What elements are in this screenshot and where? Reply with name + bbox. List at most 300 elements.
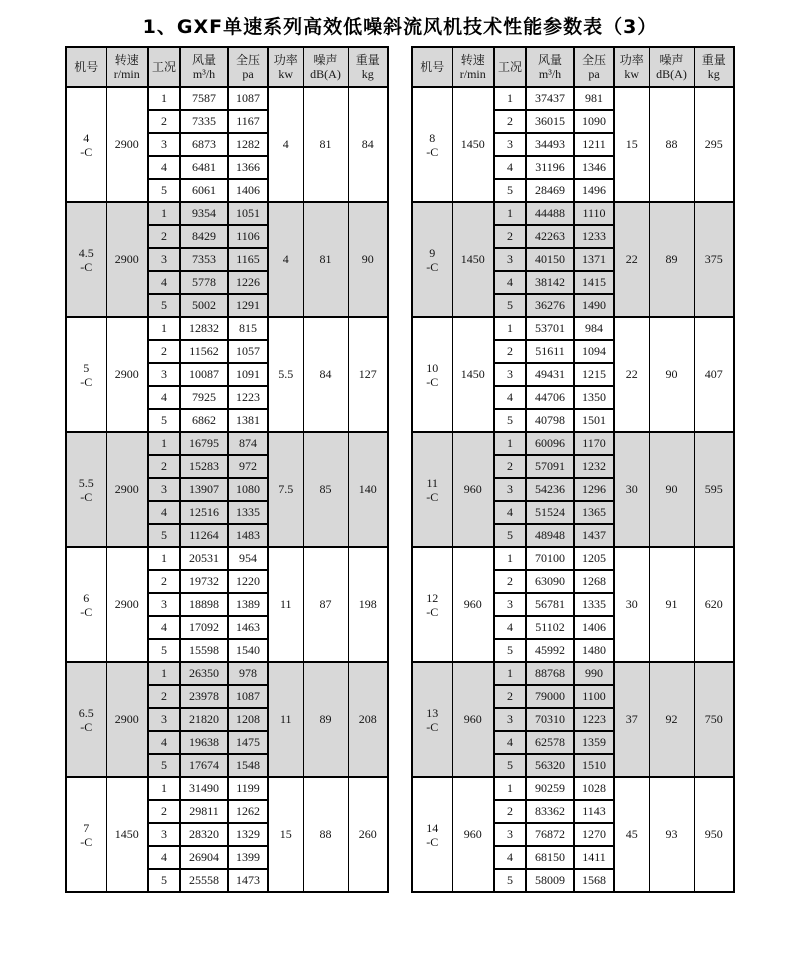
cell-flow: 70310 bbox=[526, 708, 574, 731]
cell-cond: 1 bbox=[148, 662, 180, 685]
spec-table-left bbox=[65, 46, 389, 893]
cell-weight: 407 bbox=[694, 317, 734, 432]
cell-cond: 3 bbox=[494, 363, 526, 386]
cell-flow: 21820 bbox=[180, 708, 228, 731]
cell-flow: 19638 bbox=[180, 731, 228, 754]
cell-power: 15 bbox=[268, 777, 303, 892]
cell-weight: 375 bbox=[694, 202, 734, 317]
cell-cond: 5 bbox=[494, 409, 526, 432]
cell-flow: 44706 bbox=[526, 386, 574, 409]
cell-flow: 34493 bbox=[526, 133, 574, 156]
cell-press: 1208 bbox=[228, 708, 268, 731]
cell-flow: 31490 bbox=[180, 777, 228, 800]
cell-press: 1548 bbox=[228, 754, 268, 777]
cell-flow: 45992 bbox=[526, 639, 574, 662]
cell-press: 1205 bbox=[574, 547, 614, 570]
cell-press: 1490 bbox=[574, 294, 614, 317]
label-line: 9 bbox=[429, 245, 436, 260]
cell-press: 1496 bbox=[574, 179, 614, 202]
cell-cond: 5 bbox=[148, 179, 180, 202]
label-line: r/min bbox=[113, 67, 140, 81]
cell-flow: 7587 bbox=[180, 87, 228, 110]
cell-press: 1167 bbox=[228, 110, 268, 133]
label-line: -C bbox=[80, 489, 93, 504]
label-line: r/min bbox=[459, 67, 486, 81]
cell-cond: 4 bbox=[494, 731, 526, 754]
cell-noise: 87 bbox=[303, 547, 348, 662]
cell-press: 1296 bbox=[574, 478, 614, 501]
header-speed bbox=[106, 47, 148, 87]
cell-press: 1226 bbox=[228, 271, 268, 294]
cell-cond: 2 bbox=[494, 225, 526, 248]
cell-flow: 13907 bbox=[180, 478, 228, 501]
cell-cond: 2 bbox=[148, 455, 180, 478]
cell-press: 1091 bbox=[228, 363, 268, 386]
cell-flow: 8429 bbox=[180, 225, 228, 248]
cell-press: 981 bbox=[574, 87, 614, 110]
cell-press: 1268 bbox=[574, 570, 614, 593]
cell-press: 1106 bbox=[228, 225, 268, 248]
cell-press: 1371 bbox=[574, 248, 614, 271]
cell-cond: 5 bbox=[148, 294, 180, 317]
label-line: -C bbox=[80, 374, 93, 389]
cell-press: 1406 bbox=[574, 616, 614, 639]
label-line: 4.5 bbox=[78, 245, 94, 260]
cell-cond: 3 bbox=[494, 133, 526, 156]
cell-flow: 31196 bbox=[526, 156, 574, 179]
cell-press: 1220 bbox=[228, 570, 268, 593]
cell-press: 1540 bbox=[228, 639, 268, 662]
label-line: kg bbox=[707, 67, 720, 81]
cell-flow: 16795 bbox=[180, 432, 228, 455]
cell-weight: 950 bbox=[694, 777, 734, 892]
header-flow bbox=[526, 47, 574, 87]
cell-cond: 3 bbox=[148, 363, 180, 386]
cell-press: 1270 bbox=[574, 823, 614, 846]
header-press bbox=[574, 47, 614, 87]
cell-cond: 5 bbox=[494, 294, 526, 317]
cell-press: 1335 bbox=[574, 593, 614, 616]
cell-flow: 42263 bbox=[526, 225, 574, 248]
condition-row bbox=[412, 202, 734, 225]
label-line: 工况 bbox=[497, 60, 522, 74]
cell-press: 1094 bbox=[574, 340, 614, 363]
cell-cond: 1 bbox=[148, 87, 180, 110]
cell-noise: 81 bbox=[303, 202, 348, 317]
cell-press: 1080 bbox=[228, 478, 268, 501]
cell-press: 954 bbox=[228, 547, 268, 570]
header-weight bbox=[348, 47, 388, 87]
cell-flow: 26904 bbox=[180, 846, 228, 869]
cell-cond: 4 bbox=[148, 616, 180, 639]
cell-cond: 4 bbox=[148, 386, 180, 409]
label-line: 风量 bbox=[191, 53, 216, 67]
cell-press: 1223 bbox=[574, 708, 614, 731]
header-row bbox=[412, 47, 734, 87]
cell-press: 1233 bbox=[574, 225, 614, 248]
cell-press: 1090 bbox=[574, 110, 614, 133]
label-line: 转速 bbox=[460, 53, 485, 67]
cell-noise: 89 bbox=[303, 662, 348, 777]
cell-flow: 29811 bbox=[180, 800, 228, 823]
cell-press: 1399 bbox=[228, 846, 268, 869]
cell-cond: 2 bbox=[148, 110, 180, 133]
cell-speed: 2900 bbox=[106, 202, 148, 317]
cell-model bbox=[412, 202, 452, 317]
cell-cond: 2 bbox=[148, 570, 180, 593]
label-line: 12 bbox=[426, 590, 439, 605]
label-line: -C bbox=[426, 259, 439, 274]
cell-cond: 2 bbox=[494, 685, 526, 708]
cell-speed: 2900 bbox=[106, 432, 148, 547]
cell-weight: 750 bbox=[694, 662, 734, 777]
cell-press: 815 bbox=[228, 317, 268, 340]
cell-flow: 51524 bbox=[526, 501, 574, 524]
cell-flow: 56320 bbox=[526, 754, 574, 777]
cell-press: 1510 bbox=[574, 754, 614, 777]
cell-cond: 1 bbox=[494, 87, 526, 110]
label-line: 5 bbox=[83, 360, 90, 375]
cell-flow: 76872 bbox=[526, 823, 574, 846]
cell-flow: 54236 bbox=[526, 478, 574, 501]
cell-cond: 1 bbox=[494, 547, 526, 570]
cell-flow: 12832 bbox=[180, 317, 228, 340]
cell-flow: 62578 bbox=[526, 731, 574, 754]
cell-cond: 3 bbox=[494, 823, 526, 846]
header-flow bbox=[180, 47, 228, 87]
cell-press: 1437 bbox=[574, 524, 614, 547]
cell-cond: 5 bbox=[148, 409, 180, 432]
cell-cond: 1 bbox=[148, 547, 180, 570]
cell-cond: 4 bbox=[148, 156, 180, 179]
cell-model bbox=[412, 662, 452, 777]
label-line: 全压 bbox=[581, 53, 606, 67]
cell-press: 990 bbox=[574, 662, 614, 685]
cell-flow: 58009 bbox=[526, 869, 574, 892]
cell-power: 11 bbox=[268, 662, 303, 777]
label-line: dB(A) bbox=[656, 67, 687, 81]
cell-flow: 36015 bbox=[526, 110, 574, 133]
cell-weight: 127 bbox=[348, 317, 388, 432]
cell-cond: 3 bbox=[148, 708, 180, 731]
label-line: 机号 bbox=[74, 60, 99, 74]
label-line: -C bbox=[426, 144, 439, 159]
label-line: 重量 bbox=[701, 53, 726, 67]
cell-cond: 2 bbox=[148, 685, 180, 708]
spec-table-right bbox=[411, 46, 735, 893]
cell-cond: 5 bbox=[494, 524, 526, 547]
cell-cond: 2 bbox=[494, 110, 526, 133]
cell-power: 37 bbox=[614, 662, 649, 777]
cell-weight: 90 bbox=[348, 202, 388, 317]
label-line: pa bbox=[588, 67, 600, 81]
header-speed bbox=[452, 47, 494, 87]
label-line: 风量 bbox=[537, 53, 562, 67]
cell-cond: 3 bbox=[148, 248, 180, 271]
cell-flow: 6061 bbox=[180, 179, 228, 202]
condition-row bbox=[66, 547, 388, 570]
cell-press: 978 bbox=[228, 662, 268, 685]
cell-flow: 60096 bbox=[526, 432, 574, 455]
cell-noise: 84 bbox=[303, 317, 348, 432]
cell-model bbox=[412, 547, 452, 662]
cell-model bbox=[412, 432, 452, 547]
cell-cond: 1 bbox=[148, 317, 180, 340]
cell-press: 1211 bbox=[574, 133, 614, 156]
cell-flow: 48948 bbox=[526, 524, 574, 547]
cell-cond: 5 bbox=[494, 179, 526, 202]
cell-press: 1475 bbox=[228, 731, 268, 754]
header-cond bbox=[494, 47, 526, 87]
cell-flow: 38142 bbox=[526, 271, 574, 294]
cell-press: 1223 bbox=[228, 386, 268, 409]
cell-press: 1480 bbox=[574, 639, 614, 662]
label-line: kw bbox=[624, 67, 640, 81]
cell-cond: 2 bbox=[494, 570, 526, 593]
cell-cond: 2 bbox=[148, 340, 180, 363]
condition-row bbox=[66, 662, 388, 685]
cell-cond: 4 bbox=[148, 501, 180, 524]
cell-model bbox=[66, 777, 106, 892]
label-line: -C bbox=[80, 719, 93, 734]
header-power bbox=[268, 47, 303, 87]
cell-cond: 3 bbox=[494, 478, 526, 501]
cell-cond: 1 bbox=[494, 317, 526, 340]
header-cond bbox=[148, 47, 180, 87]
label-line: 8 bbox=[429, 130, 436, 145]
cell-cond: 3 bbox=[148, 593, 180, 616]
cell-speed: 1450 bbox=[452, 317, 494, 432]
cell-cond: 4 bbox=[494, 616, 526, 639]
cell-cond: 1 bbox=[148, 777, 180, 800]
condition-row bbox=[412, 432, 734, 455]
cell-flow: 9354 bbox=[180, 202, 228, 225]
cell-cond: 3 bbox=[494, 593, 526, 616]
label-line: 14 bbox=[426, 820, 439, 835]
cell-power: 22 bbox=[614, 202, 649, 317]
cell-press: 1406 bbox=[228, 179, 268, 202]
cell-cond: 3 bbox=[148, 823, 180, 846]
cell-noise: 89 bbox=[649, 202, 694, 317]
cell-cond: 4 bbox=[148, 271, 180, 294]
cell-speed: 1450 bbox=[106, 777, 148, 892]
condition-row bbox=[412, 547, 734, 570]
cell-noise: 90 bbox=[649, 317, 694, 432]
label-line: 机号 bbox=[420, 60, 445, 74]
cell-flow: 6481 bbox=[180, 156, 228, 179]
cell-press: 1415 bbox=[574, 271, 614, 294]
cell-press: 972 bbox=[228, 455, 268, 478]
label-line: kw bbox=[278, 67, 294, 81]
cell-flow: 5002 bbox=[180, 294, 228, 317]
cell-flow: 83362 bbox=[526, 800, 574, 823]
cell-press: 874 bbox=[228, 432, 268, 455]
condition-row bbox=[66, 777, 388, 800]
cell-press: 1028 bbox=[574, 777, 614, 800]
cell-flow: 79000 bbox=[526, 685, 574, 708]
cell-flow: 7335 bbox=[180, 110, 228, 133]
cell-cond: 2 bbox=[494, 340, 526, 363]
cell-press: 1100 bbox=[574, 685, 614, 708]
cell-power: 22 bbox=[614, 317, 649, 432]
cell-flow: 57091 bbox=[526, 455, 574, 478]
cell-press: 1282 bbox=[228, 133, 268, 156]
label-line: -C bbox=[80, 604, 93, 619]
cell-press: 984 bbox=[574, 317, 614, 340]
cell-press: 1087 bbox=[228, 685, 268, 708]
cell-press: 1483 bbox=[228, 524, 268, 547]
cell-press: 1057 bbox=[228, 340, 268, 363]
cell-press: 1291 bbox=[228, 294, 268, 317]
cell-model bbox=[66, 202, 106, 317]
label-line: -C bbox=[80, 259, 93, 274]
cell-cond: 2 bbox=[494, 800, 526, 823]
header-power bbox=[614, 47, 649, 87]
cell-press: 1365 bbox=[574, 501, 614, 524]
header-model bbox=[66, 47, 106, 87]
cell-press: 1087 bbox=[228, 87, 268, 110]
cell-cond: 5 bbox=[148, 524, 180, 547]
cell-flow: 49431 bbox=[526, 363, 574, 386]
cell-cond: 2 bbox=[494, 455, 526, 478]
label-line: -C bbox=[426, 719, 439, 734]
cell-speed: 960 bbox=[452, 662, 494, 777]
label-line: 功率 bbox=[273, 53, 298, 67]
cell-flow: 20531 bbox=[180, 547, 228, 570]
cell-cond: 5 bbox=[494, 869, 526, 892]
label-line: -C bbox=[426, 604, 439, 619]
cell-weight: 198 bbox=[348, 547, 388, 662]
header-row bbox=[66, 47, 388, 87]
cell-cond: 4 bbox=[148, 731, 180, 754]
cell-power: 11 bbox=[268, 547, 303, 662]
cell-cond: 4 bbox=[494, 846, 526, 869]
label-line: 5.5 bbox=[78, 475, 94, 490]
cell-press: 1350 bbox=[574, 386, 614, 409]
cell-power: 7.5 bbox=[268, 432, 303, 547]
cell-cond: 1 bbox=[148, 202, 180, 225]
condition-row bbox=[66, 432, 388, 455]
cell-press: 1232 bbox=[574, 455, 614, 478]
cell-press: 1170 bbox=[574, 432, 614, 455]
label-line: dB(A) bbox=[310, 67, 341, 81]
condition-row bbox=[412, 87, 734, 110]
cell-cond: 2 bbox=[148, 800, 180, 823]
cell-flow: 56781 bbox=[526, 593, 574, 616]
cell-flow: 17092 bbox=[180, 616, 228, 639]
cell-cond: 1 bbox=[494, 662, 526, 685]
cell-speed: 2900 bbox=[106, 317, 148, 432]
cell-cond: 1 bbox=[494, 777, 526, 800]
cell-cond: 2 bbox=[148, 225, 180, 248]
cell-cond: 5 bbox=[148, 869, 180, 892]
cell-speed: 1450 bbox=[452, 202, 494, 317]
cell-model bbox=[412, 317, 452, 432]
cell-model bbox=[66, 87, 106, 202]
cell-noise: 92 bbox=[649, 662, 694, 777]
cell-press: 1329 bbox=[228, 823, 268, 846]
cell-noise: 91 bbox=[649, 547, 694, 662]
cell-cond: 3 bbox=[494, 708, 526, 731]
cell-cond: 5 bbox=[148, 754, 180, 777]
cell-flow: 7925 bbox=[180, 386, 228, 409]
condition-row bbox=[412, 317, 734, 340]
label-line: m³/h bbox=[192, 67, 216, 81]
cell-press: 1143 bbox=[574, 800, 614, 823]
cell-flow: 18898 bbox=[180, 593, 228, 616]
label-line: 7 bbox=[83, 820, 90, 835]
cell-speed: 2900 bbox=[106, 547, 148, 662]
cell-flow: 51611 bbox=[526, 340, 574, 363]
cell-speed: 960 bbox=[452, 547, 494, 662]
label-line: -C bbox=[426, 834, 439, 849]
cell-speed: 1450 bbox=[452, 87, 494, 202]
label-line: -C bbox=[80, 144, 93, 159]
label-line: 13 bbox=[426, 705, 439, 720]
cell-model bbox=[412, 87, 452, 202]
cell-flow: 19732 bbox=[180, 570, 228, 593]
cell-flow: 28469 bbox=[526, 179, 574, 202]
cell-speed: 960 bbox=[452, 777, 494, 892]
cell-noise: 85 bbox=[303, 432, 348, 547]
cell-flow: 15598 bbox=[180, 639, 228, 662]
header-noise bbox=[303, 47, 348, 87]
cell-flow: 10087 bbox=[180, 363, 228, 386]
cell-cond: 5 bbox=[148, 639, 180, 662]
cell-power: 45 bbox=[614, 777, 649, 892]
cell-flow: 15283 bbox=[180, 455, 228, 478]
cell-flow: 40150 bbox=[526, 248, 574, 271]
cell-press: 1366 bbox=[228, 156, 268, 179]
cell-press: 1473 bbox=[228, 869, 268, 892]
cell-weight: 295 bbox=[694, 87, 734, 202]
cell-power: 5.5 bbox=[268, 317, 303, 432]
cell-press: 1381 bbox=[228, 409, 268, 432]
cell-model bbox=[66, 547, 106, 662]
cell-speed: 2900 bbox=[106, 662, 148, 777]
label-line: 10 bbox=[426, 360, 439, 375]
cell-cond: 4 bbox=[148, 846, 180, 869]
header-model bbox=[412, 47, 452, 87]
cell-speed: 2900 bbox=[106, 87, 148, 202]
cell-flow: 6873 bbox=[180, 133, 228, 156]
cell-press: 1110 bbox=[574, 202, 614, 225]
label-line: 噪声 bbox=[313, 53, 338, 67]
cell-flow: 44488 bbox=[526, 202, 574, 225]
condition-row bbox=[412, 662, 734, 685]
cell-flow: 17674 bbox=[180, 754, 228, 777]
header-press bbox=[228, 47, 268, 87]
cell-cond: 4 bbox=[494, 386, 526, 409]
cell-press: 1568 bbox=[574, 869, 614, 892]
cell-flow: 5778 bbox=[180, 271, 228, 294]
cell-weight: 208 bbox=[348, 662, 388, 777]
cell-power: 30 bbox=[614, 547, 649, 662]
cell-weight: 595 bbox=[694, 432, 734, 547]
condition-row bbox=[412, 777, 734, 800]
cell-press: 1389 bbox=[228, 593, 268, 616]
cell-flow: 70100 bbox=[526, 547, 574, 570]
label-line: 11 bbox=[426, 475, 439, 490]
cell-press: 1165 bbox=[228, 248, 268, 271]
tables-container bbox=[0, 46, 800, 893]
cell-flow: 88768 bbox=[526, 662, 574, 685]
cell-flow: 28320 bbox=[180, 823, 228, 846]
cell-model bbox=[66, 432, 106, 547]
cell-model bbox=[412, 777, 452, 892]
cell-flow: 11264 bbox=[180, 524, 228, 547]
label-line: kg bbox=[361, 67, 374, 81]
